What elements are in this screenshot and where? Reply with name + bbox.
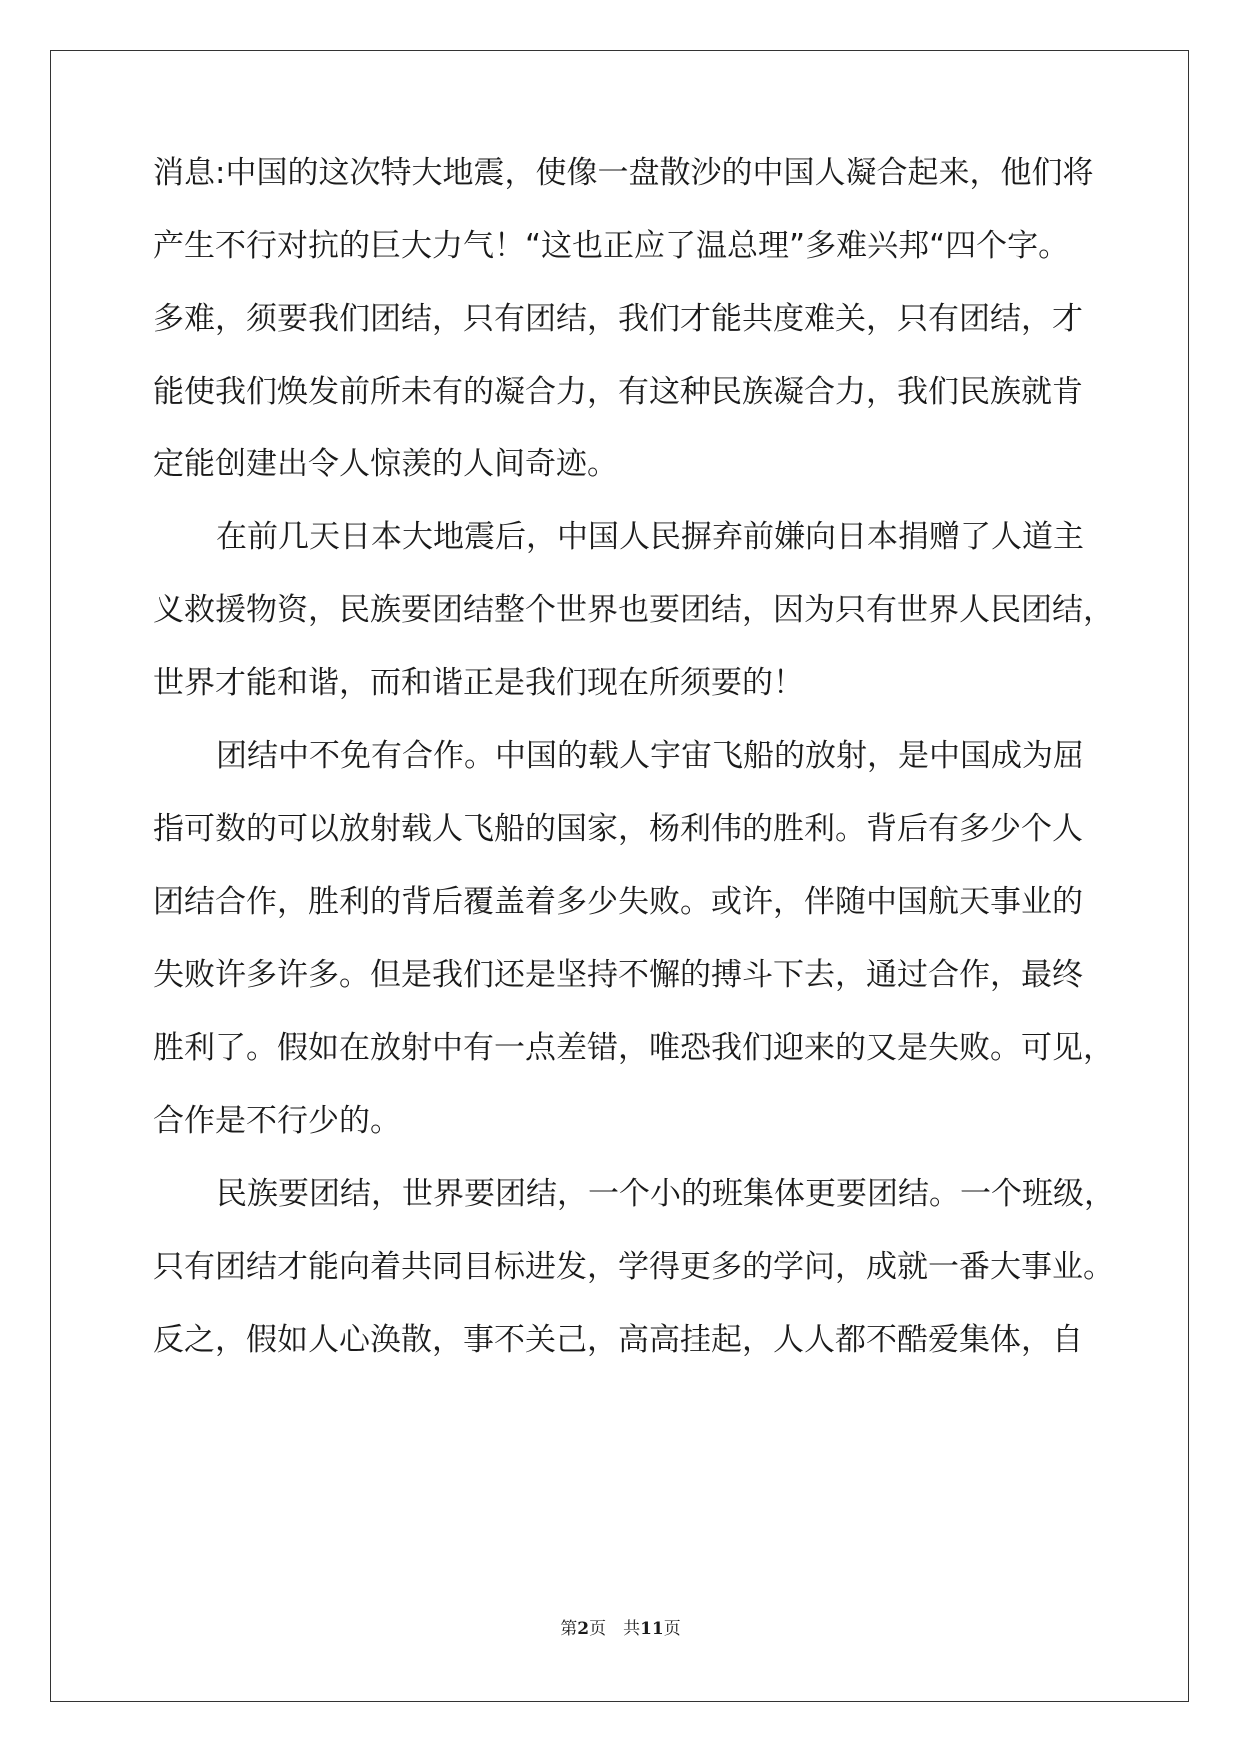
body-text-line: 团结合作，胜利的背后覆盖着多少失败。或许，伴随中国航天事业的 — [153, 884, 1083, 920]
body-text-line: 合作是不行少的。 — [153, 1103, 401, 1139]
page-footer — [0, 1614, 1241, 1639]
page-border — [50, 50, 1189, 1702]
page-mid-text: 页 共 — [589, 1619, 641, 1639]
body-text-line: 指可数的可以放射载人飞船的国家，杨利伟的胜利。背后有多少个人 — [153, 811, 1083, 847]
body-text-line: 胜利了。假如在放射中有一点差错，唯恐我们迎来的又是失败。可见， — [153, 1030, 1114, 1066]
body-text-line: 消息:中国的这次特大地震，使像一盘散沙的中国人凝合起来，他们将 — [153, 155, 1094, 191]
paragraph-first-line: 团结中不免有合作。中国的载人宇宙飞船的放射，是中国成为屈 — [216, 738, 1084, 774]
body-text-line: 定能创建出令人惊羡的人间奇迹。 — [153, 446, 618, 482]
page-current-number: 2 — [577, 1619, 590, 1639]
body-text-line: 失败许多许多。但是我们还是坚持不懈的搏斗下去，通过合作，最终 — [153, 957, 1083, 993]
paragraph-first-line: 民族要团结，世界要团结，一个小的班集体更要团结。一个班级， — [216, 1176, 1115, 1212]
page-suffix: 页 — [663, 1619, 681, 1639]
paragraph-first-line: 在前几天日本大地震后，中国人民摒弃前嫌向日本捐赠了人道主 — [216, 519, 1084, 555]
body-text-line: 多难，须要我们团结，只有团结，我们才能共度难关，只有团结，才 — [153, 301, 1083, 337]
body-text-line: 产生不行对抗的巨大力气！“这也正应了温总理”多难兴邦“四个字。 — [153, 228, 1070, 264]
body-text-line: 义救援物资，民族要团结整个世界也要团结，因为只有世界人民团结， — [153, 592, 1114, 628]
body-text-line: 能使我们焕发前所未有的凝合力，有这种民族凝合力，我们民族就肯 — [153, 374, 1083, 410]
body-text-line: 世界才能和谐，而和谐正是我们现在所须要的！ — [153, 665, 804, 701]
page-prefix: 第 — [560, 1619, 578, 1639]
page-total-number: 11 — [640, 1619, 664, 1639]
body-text-line: 反之，假如人心涣散，事不关己，高高挂起，人人都不酷爱集体，自 — [153, 1322, 1083, 1358]
body-text-line: 只有团结才能向着共同目标进发，学得更多的学问，成就一番大事业。 — [153, 1249, 1114, 1285]
